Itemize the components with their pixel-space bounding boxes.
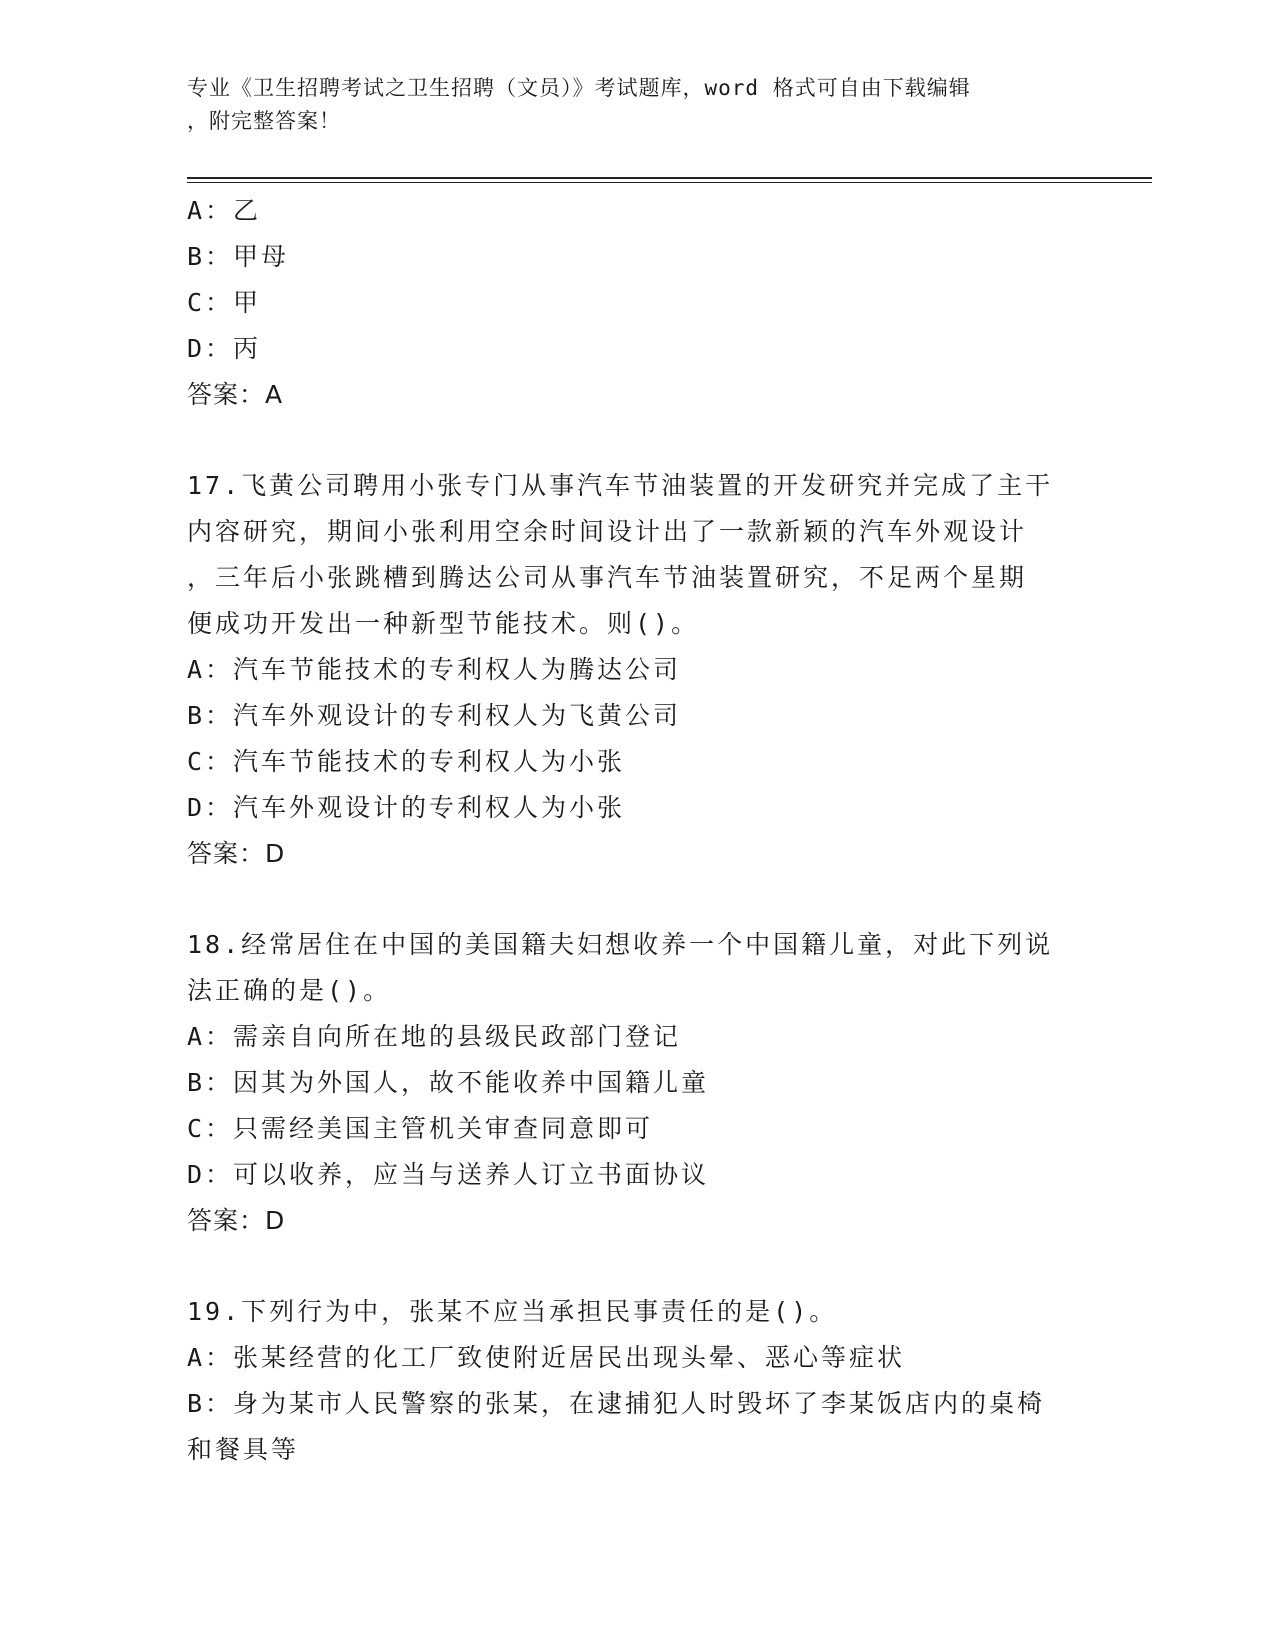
document-header	[187, 72, 1087, 138]
option-b: B：汽车外观设计的专利权人为飞黄公司	[187, 701, 682, 730]
option-b: B：身为某市人民警察的张某，在逮捕犯人时毁坏了李某饭店内的桌椅	[187, 1389, 1046, 1418]
option-a: A：乙	[187, 196, 262, 225]
header-divider-thick	[187, 177, 1152, 179]
question-text-line: 便成功开发出一种新型节能技术。则()。	[187, 609, 700, 638]
option-d: D：可以收养，应当与送养人订立书面协议	[187, 1160, 710, 1189]
question-list	[187, 188, 1087, 1473]
option-c: C：汽车节能技术的专利权人为小张	[187, 747, 626, 776]
question-text-line: ，三年后小张跳槽到腾达公司从事汽车节油装置研究，不足两个星期	[187, 563, 1028, 592]
option-a: A：需亲自向所在地的县级民政部门登记	[187, 1022, 682, 1051]
option-b: B：因其为外国人，故不能收养中国籍儿童	[187, 1068, 710, 1097]
question-text-line: 内容研究，期间小张利用空余时间设计出了一款新颖的汽车外观设计	[187, 517, 1028, 546]
header-divider-thin	[187, 182, 1152, 183]
question-19	[187, 1289, 1087, 1473]
option-a: A：张某经营的化工厂致使附近居民出现头晕、恶心等症状	[187, 1343, 906, 1372]
answer: 答案：D	[187, 1206, 286, 1235]
option-d: D：汽车外观设计的专利权人为小张	[187, 793, 626, 822]
question-text-line: 法正确的是()。	[187, 976, 392, 1005]
answer: 答案：A	[187, 380, 284, 409]
header-line-1: 专业《卫生招聘考试之卫生招聘（文员）》考试题库，word 格式可自由下载编辑	[187, 76, 971, 100]
option-c: C：甲	[187, 288, 262, 317]
question-text-line: 17.飞黄公司聘用小张专门从事汽车节油装置的开发研究并完成了主干	[187, 471, 1054, 500]
question-text-line: 19.下列行为中，张某不应当承担民事责任的是()。	[187, 1297, 838, 1326]
previous-question-tail	[187, 188, 1087, 418]
option-a: A：汽车节能技术的专利权人为腾达公司	[187, 655, 682, 684]
option-b: B：甲母	[187, 242, 290, 271]
option-c: C：只需经美国主管机关审查同意即可	[187, 1114, 654, 1143]
answer: 答案：D	[187, 839, 286, 868]
question-text-line: 18.经常居住在中国的美国籍夫妇想收养一个中国籍儿童，对此下列说	[187, 930, 1054, 959]
option-d: D：丙	[187, 334, 262, 363]
option-b-continued: 和餐具等	[187, 1435, 300, 1464]
question-17	[187, 463, 1087, 877]
header-line-2: ，附完整答案！	[187, 109, 341, 133]
question-18	[187, 922, 1087, 1244]
